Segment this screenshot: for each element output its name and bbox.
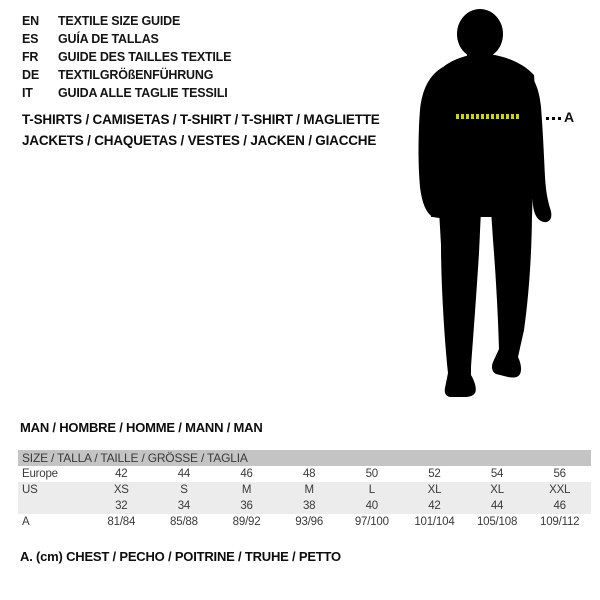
size-value: XXL <box>549 484 571 496</box>
size-table-header: SIZE / TALLA / TAILLE / GRÖSSE / TAGLIA <box>18 450 591 466</box>
size-value: 42 <box>428 500 441 512</box>
measure-leader-dash <box>546 117 561 120</box>
size-value: 97/100 <box>354 516 389 528</box>
table-row <box>18 466 591 482</box>
size-value: 36 <box>240 500 253 512</box>
size-value: 81/84 <box>107 516 136 528</box>
category-line-jackets: JACKETS / CHAQUETAS / VESTES / JACKEN / GIACCHE <box>22 133 377 148</box>
size-value: 52 <box>428 468 441 480</box>
size-value: 44 <box>490 500 504 512</box>
size-value: 54 <box>490 468 504 480</box>
measure-label-a: A <box>564 109 575 125</box>
language-row <box>22 48 231 66</box>
size-value: 89/92 <box>232 516 261 528</box>
size-value: 46 <box>240 468 253 480</box>
language-row <box>22 12 231 30</box>
size-value: 50 <box>365 468 379 480</box>
category-line-tshirts: T-SHIRTS / CAMISETAS / T-SHIRT / T-SHIRT / MAGLIETTE <box>22 112 380 127</box>
row-label: Europe <box>22 468 58 480</box>
row-label: A <box>22 516 30 528</box>
language-code: FR <box>22 50 39 64</box>
size-value: 34 <box>177 500 191 512</box>
size-value: 42 <box>115 468 128 480</box>
footnote-chest: A. (cm) CHEST / PECHO / POITRINE / TRUHE / PETTO <box>20 549 341 564</box>
size-value: S <box>180 484 188 496</box>
language-label: GUIDA ALLE TAGLIE TESSILI <box>58 86 228 100</box>
language-code: DE <box>22 68 39 82</box>
size-value: 48 <box>302 468 316 480</box>
size-value: 109/112 <box>540 516 580 528</box>
size-value: 56 <box>553 468 566 480</box>
size-guide-figure <box>415 5 587 400</box>
size-value: 38 <box>302 500 316 512</box>
language-row <box>22 66 231 84</box>
table-row <box>18 498 591 514</box>
size-value: 85/88 <box>170 516 198 528</box>
language-label: TEXTILGRÖßENFÜHRUNG <box>58 68 214 82</box>
language-label: GUÍA DE TALLAS <box>58 32 159 46</box>
row-label: US <box>22 484 38 496</box>
size-value: L <box>368 484 375 496</box>
size-value: XL <box>490 484 504 496</box>
size-table <box>18 450 591 530</box>
section-title-man: MAN / HOMBRE / HOMME / MANN / MAN <box>20 420 263 435</box>
size-value: 32 <box>115 500 128 512</box>
size-value: XL <box>427 484 442 496</box>
size-value: 40 <box>365 500 379 512</box>
language-row <box>22 84 231 102</box>
size-value: 44 <box>177 468 191 480</box>
size-value: 101/104 <box>414 516 455 528</box>
language-list <box>22 12 231 102</box>
language-code: EN <box>22 14 39 28</box>
language-code: ES <box>22 32 39 46</box>
table-row <box>18 482 591 498</box>
language-label: GUIDE DES TAILLES TEXTILE <box>58 50 232 64</box>
size-value: 46 <box>553 500 566 512</box>
category-titles <box>22 109 380 151</box>
size-value: XS <box>113 484 129 496</box>
chest-measure-line <box>456 114 519 119</box>
size-value: M <box>241 484 252 496</box>
language-row <box>22 30 231 48</box>
man-silhouette <box>415 5 587 400</box>
size-value: 93/96 <box>295 516 324 528</box>
size-value: M <box>304 484 314 496</box>
size-table-rows <box>18 466 591 530</box>
table-row <box>18 514 591 530</box>
size-value: 105/108 <box>476 516 518 528</box>
language-label: TEXTILE SIZE GUIDE <box>58 14 181 28</box>
language-code: IT <box>22 86 33 100</box>
